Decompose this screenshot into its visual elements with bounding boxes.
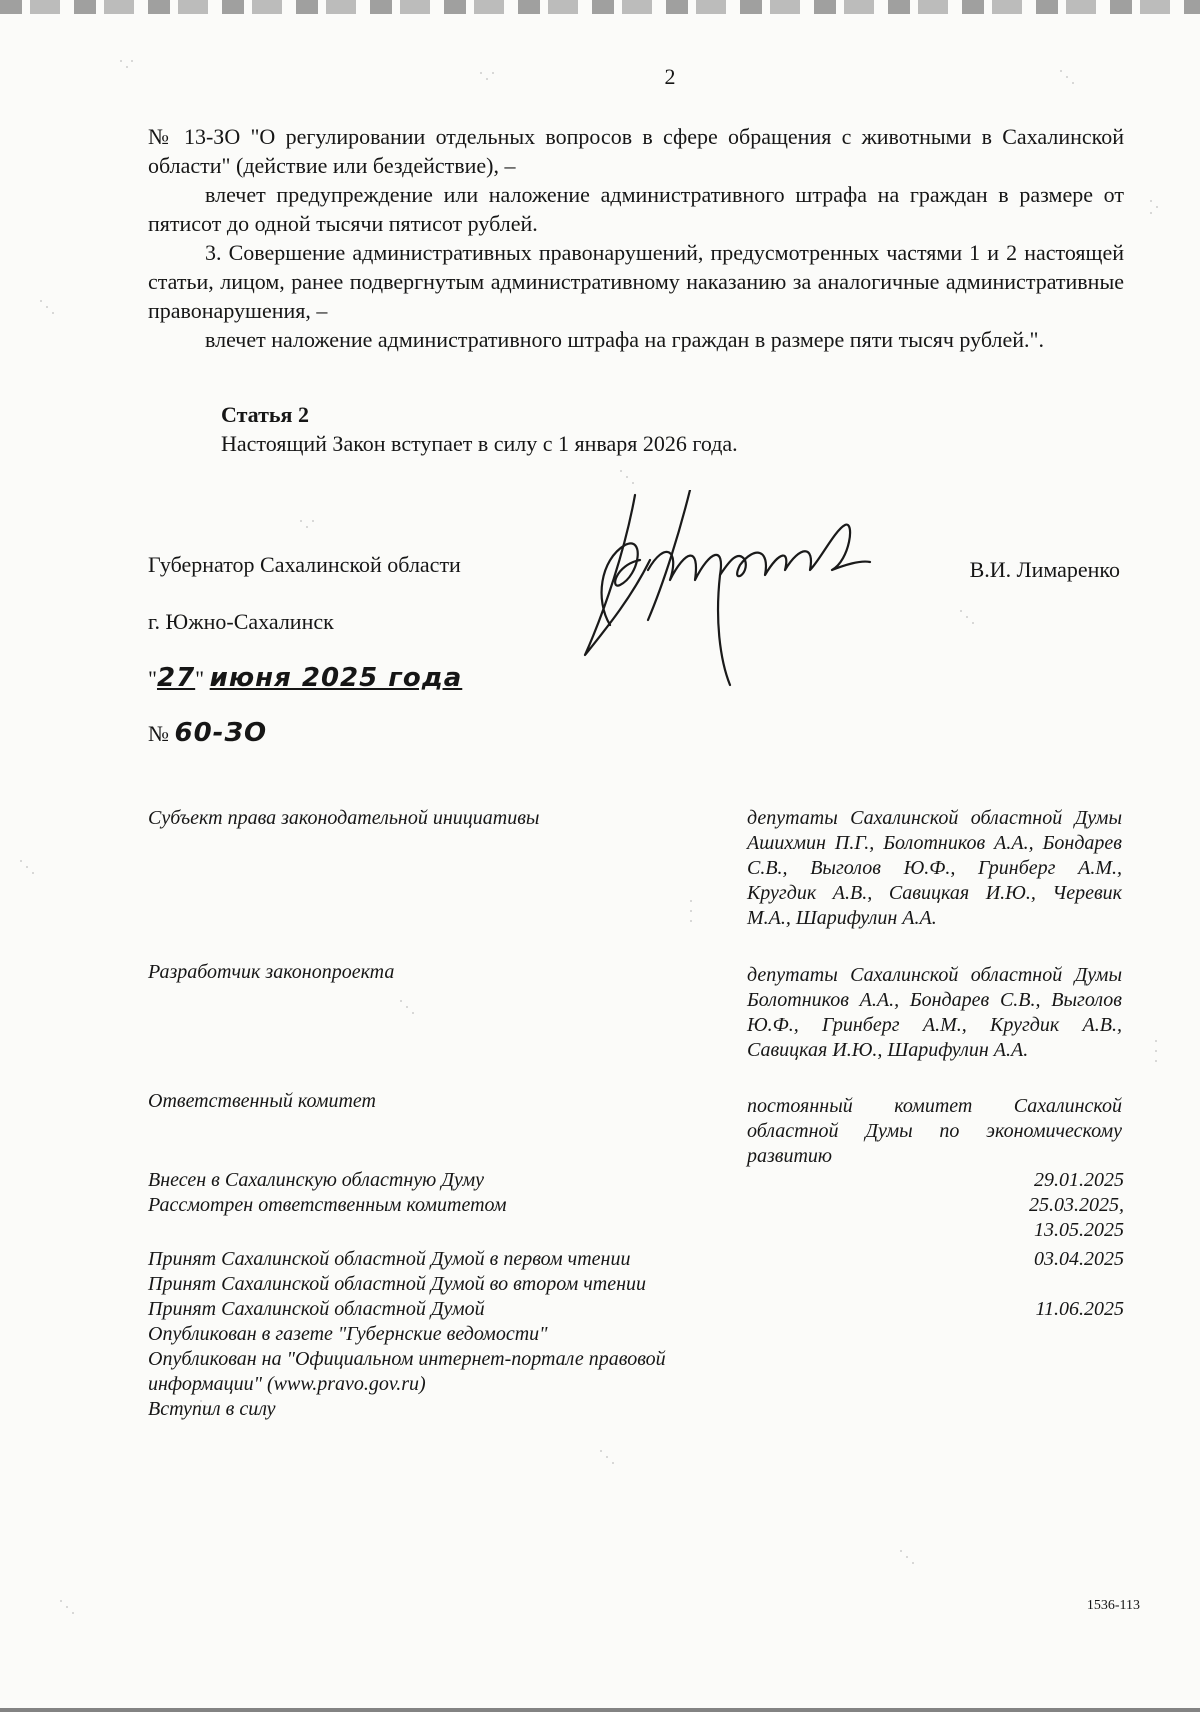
paragraph-continuation: № 13-ЗО "О регулировании отдельных вопросов в сфере обращения с животными в Сахалинской области" (действие или бездействие), – bbox=[148, 124, 1124, 178]
reg-label: Опубликован на "Официальном интернет-портале правовой информации" (www.pravo.gov.ru) bbox=[148, 1348, 666, 1395]
paragraph-part-3: 3. Совершение административных правонарушений, предусмотренных частями 1 и 2 настоящей статьи, лицом, ранее подвергнутым административному наказанию за аналогичные административные правонарушения, – bbox=[148, 240, 1124, 323]
date-open-quote: " bbox=[148, 666, 157, 691]
date-close-quote: " bbox=[195, 666, 205, 691]
reg-item-second-reading bbox=[148, 1272, 1124, 1297]
date-day: 27 bbox=[156, 663, 196, 693]
paragraph-penalty-1: влечет предупреждение или наложение административного штрафа на граждан в размере от пятисот до одной тысячи пятисот рублей. bbox=[148, 182, 1124, 236]
date-month-year: июня 2025 года bbox=[209, 663, 463, 693]
reg-label: Опубликован в газете "Губернские ведомости" bbox=[148, 1323, 548, 1345]
reg-item-portal bbox=[148, 1347, 1124, 1397]
scan-top-edge bbox=[0, 0, 1200, 14]
article-2 bbox=[221, 400, 738, 458]
reg-value: 03.04.2025 bbox=[1034, 1248, 1124, 1270]
governor-signature bbox=[570, 490, 920, 690]
reg-item-committee bbox=[148, 1193, 1124, 1243]
reg-item-adopted bbox=[148, 1297, 1124, 1322]
meta-committee-label: Ответственный комитет bbox=[148, 1090, 376, 1112]
reg-label: Рассмотрен ответственным комитетом bbox=[148, 1194, 507, 1216]
paragraph-penalty-2: влечет наложение административного штрафа на граждан в размере пяти тысяч рублей.". bbox=[205, 327, 1044, 352]
meta-initiator-label: Субъект права законодательной инициативы bbox=[148, 807, 540, 829]
reg-value-second: 13.05.2025 bbox=[1034, 1219, 1124, 1241]
reg-label: Принят Сахалинской областной Думой bbox=[148, 1298, 485, 1320]
article-text: Настоящий Закон вступает в силу с 1 января 2026 года. bbox=[221, 431, 738, 456]
reg-item-effective bbox=[148, 1397, 1124, 1422]
reg-label: Внесен в Сахалинскую областную Думу bbox=[148, 1169, 485, 1191]
document-code: 1536-113 bbox=[1086, 1598, 1140, 1613]
reg-label: Принят Сахалинской областной Думой в первом чтении bbox=[148, 1248, 631, 1270]
meta-developer-value: депутаты Сахалинской областной Думы Болотников А.А., Бондарев С.В., Выголов Ю.Ф., Гринберг А.М., Кругдик А.В., Савицкая И.Ю., Шарифулин А.А. bbox=[747, 964, 1122, 1061]
registration-list bbox=[148, 1168, 1124, 1422]
signing-date bbox=[148, 663, 462, 693]
reg-item-first-reading bbox=[148, 1247, 1124, 1272]
city: г. Южно-Сахалинск bbox=[148, 609, 334, 634]
reg-label: Вступил в силу bbox=[148, 1398, 276, 1420]
reg-item-newspaper bbox=[148, 1322, 1124, 1347]
reg-item-submitted bbox=[148, 1168, 1124, 1193]
page-number: 2 bbox=[664, 64, 676, 89]
law-number-value: 60-ЗО bbox=[174, 718, 268, 748]
law-body bbox=[148, 122, 1124, 354]
reg-value bbox=[1029, 1193, 1124, 1243]
meta-committee-value: постоянный комитет Сахалинской областной Думы по экономическому развитию bbox=[747, 1095, 1122, 1167]
reg-value: 29.01.2025 bbox=[1034, 1169, 1124, 1191]
meta-developer-label: Разработчик законопроекта bbox=[148, 961, 395, 983]
law-number bbox=[148, 718, 267, 748]
governor-name: В.И. Лимаренко bbox=[969, 557, 1120, 582]
reg-label: Принят Сахалинской областной Думой во втором чтении bbox=[148, 1273, 647, 1295]
meta-initiator-value: депутаты Сахалинской областной Думы Ашихмин П.Г., Болотников А.А., Бондарев С.В., Выголов Ю.Ф., Гринберг А.М., Кругдик А.В., Савицкая И.Ю., Черевик М.А., Шарифулин А.А. bbox=[747, 807, 1122, 929]
law-number-prefix: № bbox=[148, 721, 169, 746]
reg-value: 11.06.2025 bbox=[1035, 1298, 1124, 1320]
reg-value-first: 25.03.2025, bbox=[1029, 1194, 1124, 1216]
article-title: Статья 2 bbox=[221, 402, 309, 427]
governor-title: Губернатор Сахалинской области bbox=[148, 552, 461, 577]
scan-bottom-edge bbox=[0, 1708, 1200, 1712]
